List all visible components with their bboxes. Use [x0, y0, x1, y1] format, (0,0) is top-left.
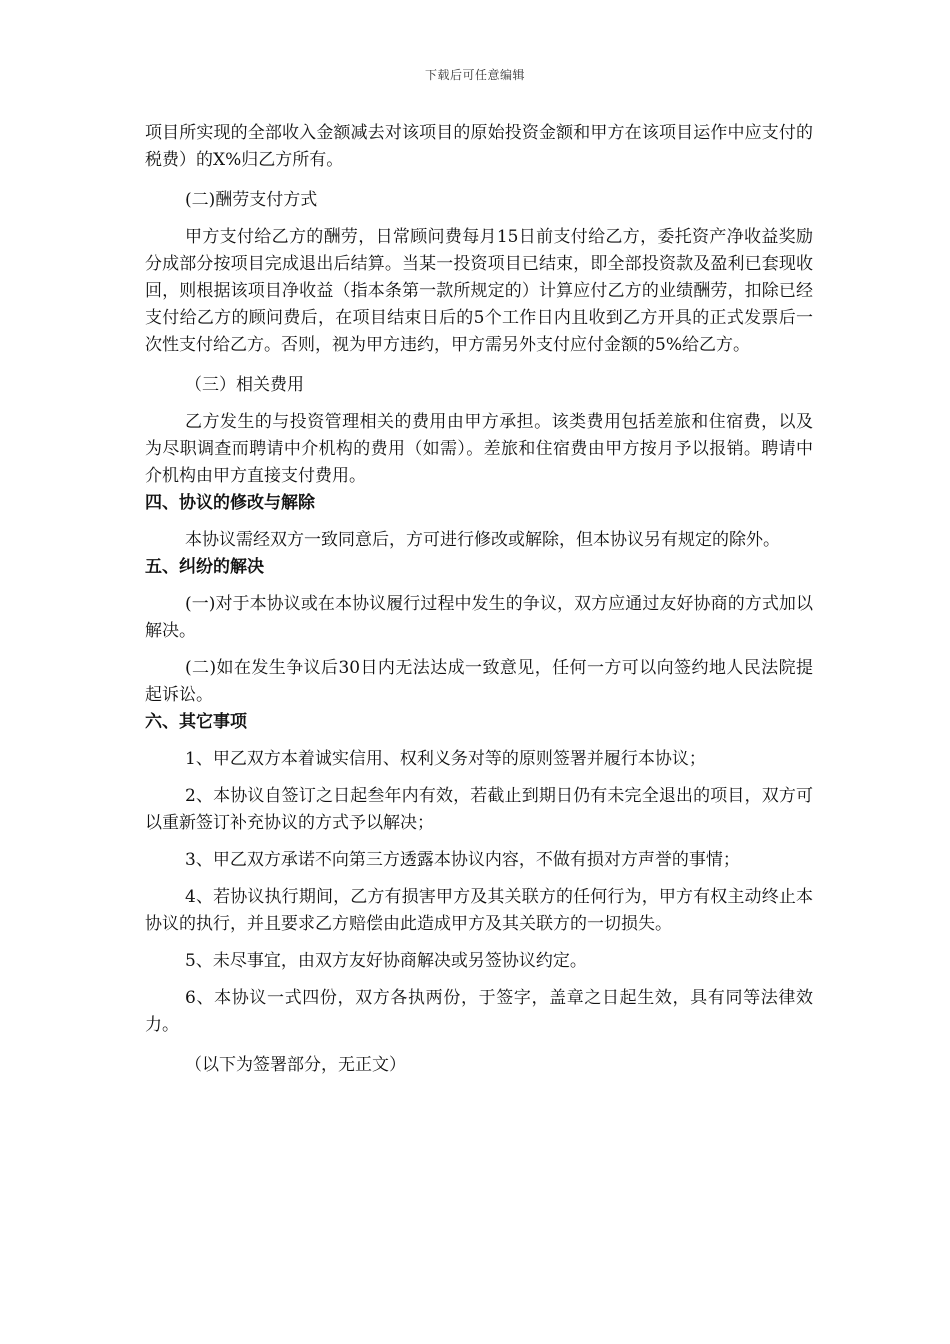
section-5-item-1: (一)对于本协议或在本协议履行过程中发生的争议，双方应通过友好协商的方式加以解决。	[145, 594, 813, 641]
section-4-heading: 四、协议的修改与解除	[145, 493, 315, 513]
section-6-item-5: 5、未尽事宜，由双方友好协商解决或另签协议约定。	[185, 951, 587, 971]
section-6-item-2: 2、本协议自签订之日起叁年内有效，若截止到期日仍有未完全退出的项目，双方可以重新签订补充协议的方式予以解决；	[145, 786, 813, 833]
section-6-item-4: 4、若协议执行期间，乙方有损害甲方及其关联方的任何行为，甲方有权主动终止本协议的执行，并且要求乙方赔偿由此造成甲方及其关联方的一切损失。	[145, 887, 813, 934]
header-note: 下载后可任意编辑	[424, 68, 525, 82]
section-6-heading: 六、其它事项	[145, 712, 247, 732]
section-6-item-1: 1、甲乙双方本着诚实信用、权利义务对等的原则签署并履行本协议；	[185, 749, 706, 769]
subsection-2-title: (二)酬劳支付方式	[185, 190, 318, 210]
section-5-heading: 五、纠纷的解决	[145, 557, 264, 577]
subsection-3-title: （三）相关费用	[185, 375, 304, 395]
section-5-item-2: (二)如在发生争议后30日内无法达成一致意见，任何一方可以向签约地人民法院提起诉讼。	[145, 658, 813, 705]
closing-note: （以下为签署部分，无正文）	[185, 1055, 406, 1075]
intro-paragraph: 项目所实现的全部收入金额减去对该项目的原始投资金额和甲方在该项目运作中应支付的税费）的X%归乙方所有。	[145, 123, 813, 170]
section-6-item-3: 3、甲乙双方承诺不向第三方透露本协议内容，不做有损对方声誉的事情；	[185, 850, 740, 870]
subsection-2-text: 甲方支付给乙方的酬劳，日常顾问费每月15日前支付给乙方，委托资产净收益奖励分成部分按项目完成退出后结算。当某一投资项目已结束，即全部投资款及盈利已套现收回，则根据该项目净收益（指本条第一款所规定的）计算应付乙方的业绩酬劳，扣除已经支付给乙方的顾问费后，在项目结束日后的5个工作日内且收到乙方开具的正式发票后一次性支付给乙方。否则，视为甲方违约，甲方需另外支付应付金额的5%给乙方。	[145, 227, 813, 355]
section-6-item-6: 6、本协议一式四份，双方各执两份，于签字，盖章之日起生效，具有同等法律效力。	[145, 988, 813, 1035]
subsection-3-text: 乙方发生的与投资管理相关的费用由甲方承担。该类费用包括差旅和住宿费，以及为尽职调查而聘请中介机构的费用（如需）。差旅和住宿费由甲方按月予以报销。聘请中介机构由甲方直接支付费用。	[145, 412, 813, 486]
section-4-text: 本协议需经双方一致同意后，方可进行修改或解除，但本协议另有规定的除外。	[185, 530, 780, 550]
document-body	[145, 120, 813, 1079]
